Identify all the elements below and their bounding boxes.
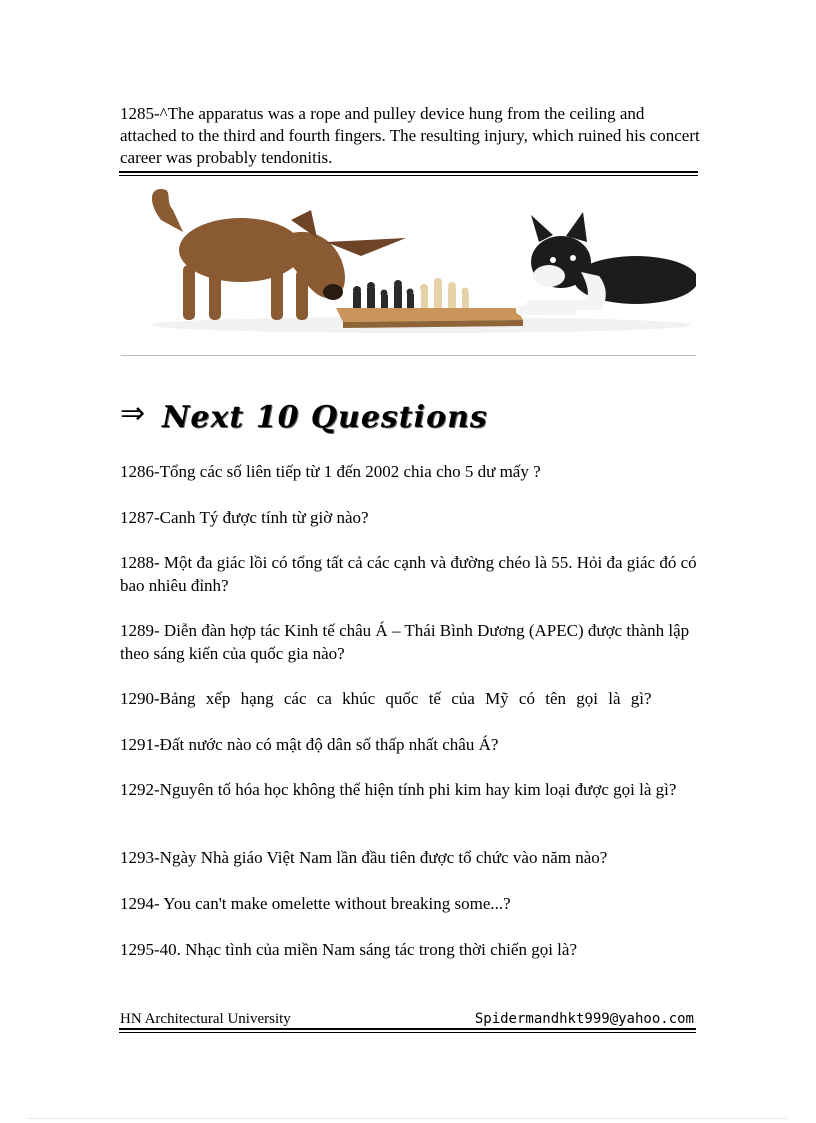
question-1289: 1289- Diễn đàn hợp tác Kinh tế châu Á – Thái Bình Dương (APEC) được thành lập theo sáng kiến của quốc gia nào? — [120, 621, 690, 663]
page-bottom-edge — [28, 1118, 788, 1119]
question-1295: 1295-40. Nhạc tình của miền Nam sáng tác trong thời chiến gọi là? — [120, 940, 577, 959]
question-1292: 1292-Nguyên tố hóa học không thể hiện tính phi kim hay kim loại được gọi là gì? — [120, 780, 677, 799]
section-heading — [120, 398, 520, 442]
question-1294: 1294- You can't make omelette without breaking some...? — [120, 894, 511, 913]
question-1288: 1288- Một đa giác lồi có tổng tất cả các cạnh và đường chéo là 55. Hỏi đa giác đó có bao nhiêu đỉnh? — [120, 553, 697, 595]
chessboard — [336, 308, 523, 322]
black-white-dog — [516, 212, 696, 315]
intro-paragraph: 1285-^The apparatus was a rope and pulley device hung from the ceiling and attached to the third and fourth fingers. The resulting injury, which ruined his concert career was probably tendonitis. — [120, 104, 700, 167]
dogs-chess-illustration — [121, 180, 696, 355]
footer-institution: HN Architectural University — [120, 1011, 291, 1027]
question-1291: 1291-Đất nước nào có mật độ dân số thấp nhất châu Á? — [120, 735, 499, 754]
footer-email: Spidermandhkt999@yahoo.com — [474, 1011, 694, 1027]
top-divider — [119, 171, 698, 176]
footer-divider — [119, 1028, 696, 1033]
right-double-arrow-icon: ⇒ — [120, 396, 146, 431]
question-1290: 1290-Bảng xếp hạng các ca khúc quốc tế của Mỹ có tên gọi là gì? — [120, 689, 652, 708]
section-title: Next 10 Questions — [162, 400, 488, 435]
question-1293: 1293-Ngày Nhà giáo Việt Nam lần đầu tiên được tổ chức vào năm nào? — [120, 848, 608, 867]
question-1286: 1286-Tổng các số liên tiếp từ 1 đến 2002 chia cho 5 dư mấy ? — [120, 462, 541, 481]
question-1287: 1287-Canh Tý được tính từ giờ nào? — [120, 508, 369, 527]
dogs-playing-chess-image — [121, 180, 696, 356]
chess-pieces — [353, 278, 469, 308]
